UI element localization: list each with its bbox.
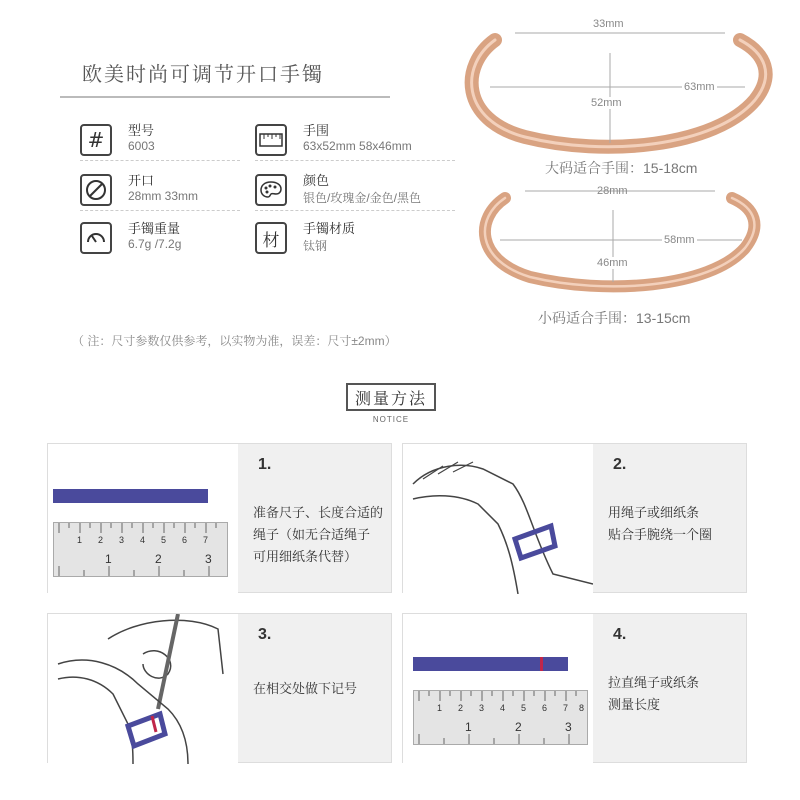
spec-value: 钛钢 (303, 239, 328, 253)
spec-value: 63x52mm 58x46mm (303, 139, 412, 153)
method-subheading: NOTICE (372, 415, 410, 424)
step-panel-3 (47, 613, 392, 763)
svg-text:1: 1 (105, 552, 112, 566)
spec-color (255, 170, 435, 214)
svg-text:6: 6 (182, 535, 188, 545)
svg-text:3: 3 (479, 703, 485, 713)
step-number: 1. (258, 456, 272, 473)
bangle-small (470, 180, 770, 300)
step-text (253, 502, 383, 568)
spec-value: 28mm 33mm (128, 189, 199, 203)
paper-strip (413, 657, 568, 671)
spec-label: 开口 (128, 173, 155, 188)
ruler-image (53, 522, 228, 577)
svg-text:1: 1 (465, 720, 472, 734)
svg-text:2: 2 (515, 720, 522, 734)
mark-line (540, 657, 543, 671)
divider (80, 160, 240, 161)
step-line: 绳子（如无合适绳子 (253, 527, 371, 542)
step-4-illustration (403, 614, 593, 764)
product-title: 欧美时尚可调节开口手镯 (82, 64, 324, 86)
ruler-icon (255, 124, 287, 156)
method-heading: 测量方法 (346, 383, 436, 411)
dim-opening-large: 33mm (593, 18, 624, 30)
dim-width-small: 58mm (664, 234, 695, 246)
svg-text:5: 5 (161, 535, 167, 545)
spec-weight (80, 218, 260, 262)
svg-text:3: 3 (205, 552, 212, 566)
ban-icon (80, 174, 112, 206)
spec-label: 型号 (128, 123, 155, 138)
wrist-wrap-image (403, 444, 593, 594)
scale-icon (80, 222, 112, 254)
svg-text:2: 2 (98, 535, 104, 545)
spec-value: 6003 (128, 139, 155, 153)
material-icon: 材 (255, 222, 287, 254)
svg-text:1: 1 (437, 703, 443, 713)
step-text (608, 502, 712, 546)
svg-text:5: 5 (521, 703, 527, 713)
step-panel-2 (402, 443, 747, 593)
marking-image (48, 614, 238, 764)
spec-model (80, 120, 260, 164)
step-line: 拉直绳子或纸条 (608, 675, 700, 690)
spec-wrist (255, 120, 435, 164)
step-3-illustration (48, 614, 238, 764)
dim-height-small: 46mm (597, 257, 628, 269)
step-number: 2. (613, 456, 627, 473)
fit-large: 大码适合手围：15-18cm (545, 160, 698, 176)
step-line: 准备尺子、长度合适的 (253, 505, 384, 520)
svg-text:1: 1 (77, 535, 83, 545)
step-text (253, 678, 357, 700)
title-divider (60, 96, 390, 98)
step-line: 可用细纸条代替） (253, 549, 358, 564)
spec-label: 颜色 (303, 173, 330, 188)
divider (80, 210, 240, 211)
step-line: 贴合手腕绕一个圈 (608, 527, 713, 542)
svg-text:3: 3 (565, 720, 572, 734)
size-note: （ 注：尺寸参数仅供参考，以实物为准，误差：尺寸±2mm） (72, 334, 397, 348)
paper-strip (53, 489, 208, 503)
svg-text:4: 4 (140, 535, 146, 545)
svg-text:4: 4 (500, 703, 506, 713)
step-text (608, 672, 699, 716)
bangle-small-image (470, 180, 770, 300)
step-panel-4 (402, 613, 747, 763)
bangle-large-image (455, 25, 785, 165)
fit-small: 小码适合手围：13-15cm (538, 310, 691, 326)
palette-icon (255, 174, 287, 206)
bangle-large (455, 25, 785, 165)
hash-icon: # (80, 124, 112, 156)
step-line: 测量长度 (608, 697, 661, 712)
spec-label: 手围 (303, 123, 330, 138)
divider (255, 160, 455, 161)
svg-text:6: 6 (542, 703, 548, 713)
step-line: 用绳子或细纸条 (608, 505, 700, 520)
step-number: 3. (258, 626, 272, 643)
divider (255, 210, 455, 211)
svg-text:7: 7 (563, 703, 569, 713)
spec-opening (80, 170, 260, 214)
step-1-illustration (48, 444, 238, 594)
spec-label: 手镯重量 (128, 221, 181, 236)
dim-opening-small: 28mm (597, 185, 628, 197)
svg-text:2: 2 (458, 703, 464, 713)
ruler-image (413, 690, 588, 745)
dim-height-large: 52mm (591, 97, 622, 109)
spec-value: 银色/玫瑰金/金色/黑色 (303, 191, 422, 205)
spec-material (255, 218, 435, 262)
svg-text:8: 8 (579, 703, 585, 713)
svg-text:7: 7 (203, 535, 209, 545)
step-line: 在相交处做下记号 (253, 681, 358, 696)
dim-width-large: 63mm (684, 81, 715, 93)
svg-text:2: 2 (155, 552, 162, 566)
svg-text:3: 3 (119, 535, 125, 545)
step-2-illustration (403, 444, 593, 594)
spec-value: 6.7g /7.2g (128, 237, 182, 251)
step-panel-1 (47, 443, 392, 593)
step-number: 4. (613, 626, 627, 643)
spec-label: 手镯材质 (303, 221, 356, 236)
